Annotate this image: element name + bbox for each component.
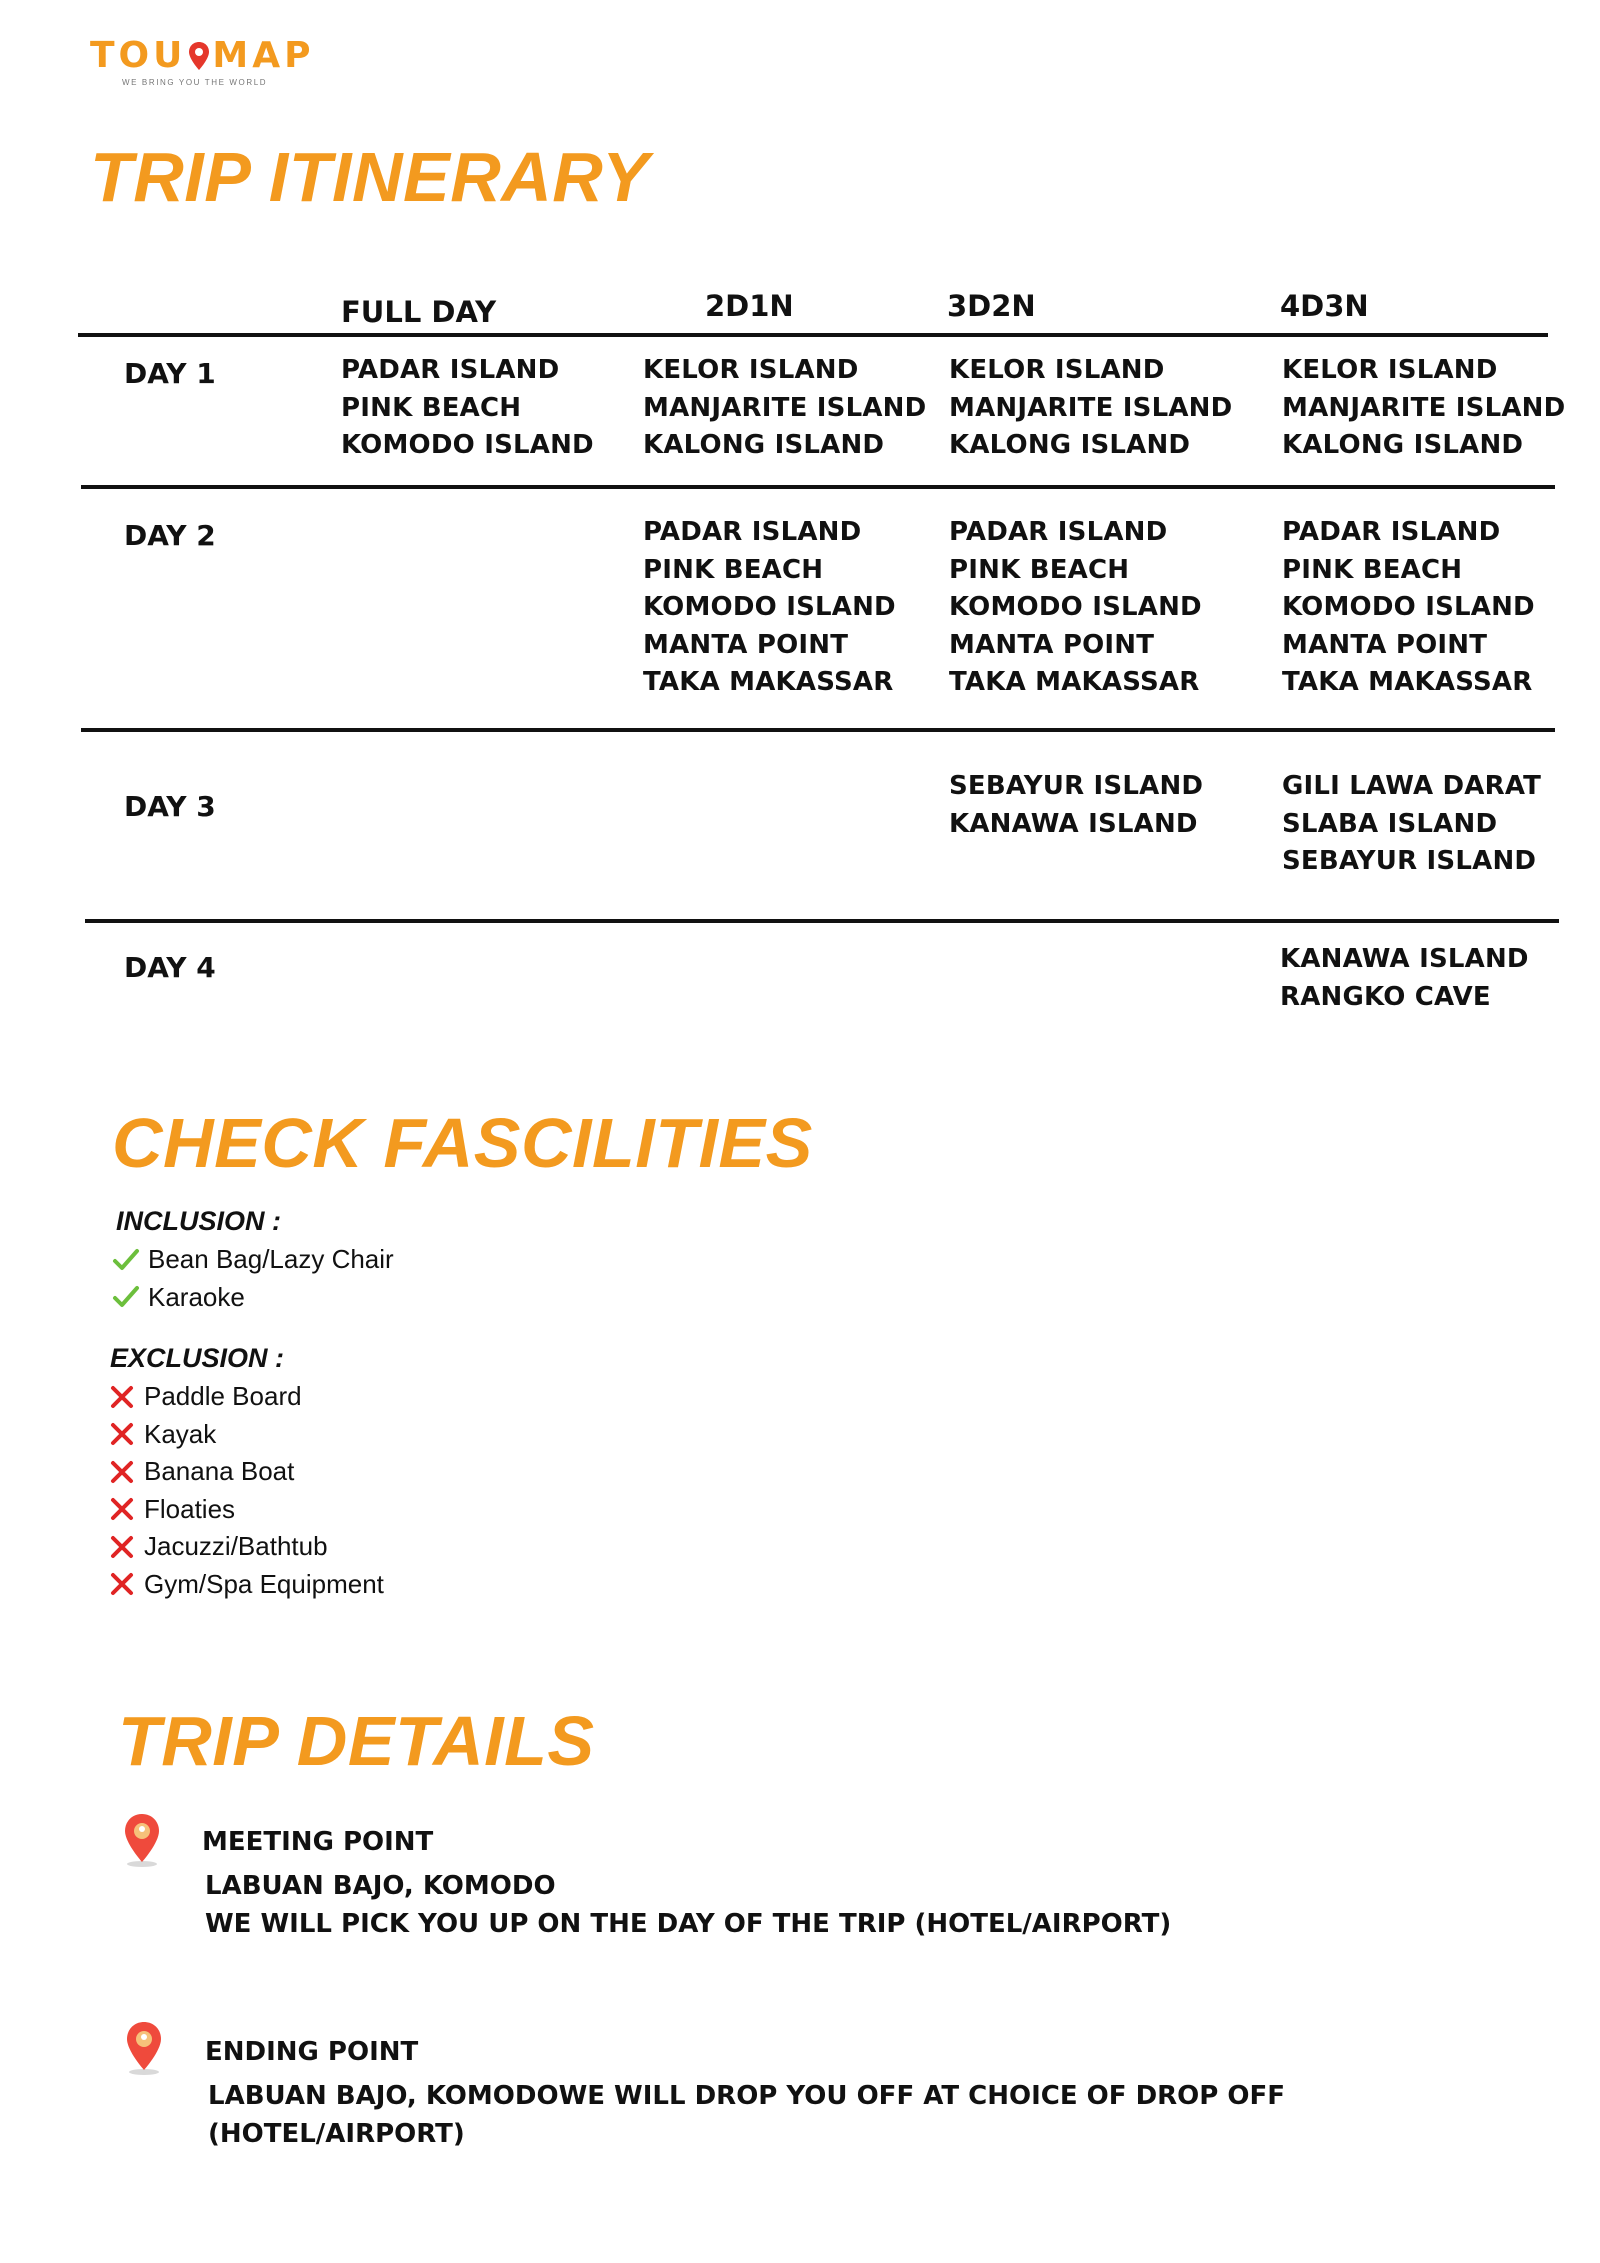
meeting-point-heading: MEETING POINT (202, 1827, 434, 1857)
destination: GILI LAWA DARAT (1282, 771, 1542, 801)
destination: PADAR ISLAND (643, 517, 862, 547)
location-pin-icon (124, 2020, 164, 2076)
exclusion-item (108, 1491, 384, 1529)
destination: TAKA MAKASSAR (1282, 667, 1533, 697)
day-label: DAY 2 (124, 519, 216, 552)
brand-tagline: WE BRING YOU THE WORLD (122, 78, 268, 87)
destination: MANTA POINT (643, 629, 849, 660)
destination: PINK BEACH (1282, 554, 1463, 585)
exclusion-item (108, 1453, 384, 1491)
itinerary-cell-day3-4d3n (1282, 768, 1541, 881)
destination: KOMODO ISLAND (643, 592, 896, 622)
exclusion-text: Floaties (144, 1493, 236, 1524)
ending-point-text (208, 2078, 1285, 2153)
destination: KELOR ISLAND (643, 355, 859, 385)
column-header-full-day: FULL DAY (341, 295, 497, 329)
logo-pin-icon (188, 41, 210, 71)
exclusion-text: Paddle Board (144, 1381, 302, 1411)
itinerary-cell-day1-fullday (341, 352, 594, 465)
itinerary-cell-day2-3d2n (949, 514, 1202, 702)
brand-name-end: MAP (212, 35, 315, 76)
row-divider (85, 919, 1559, 923)
cross-icon (108, 1570, 136, 1598)
brand-logo (90, 35, 315, 87)
destination: RANGKO CAVE (1280, 981, 1491, 1012)
destination: MANJARITE ISLAND (1282, 392, 1566, 423)
destination: KOMODO ISLAND (341, 430, 594, 460)
destination: KELOR ISLAND (1282, 355, 1498, 385)
itinerary-cell-day1-4d3n (1282, 352, 1565, 465)
details-title: TRIP DETAILS (118, 1702, 595, 1780)
destination: PADAR ISLAND (1282, 517, 1501, 547)
destination: PADAR ISLAND (949, 517, 1168, 547)
column-header-2d1n: 2D1N (705, 289, 794, 323)
row-divider (81, 728, 1555, 732)
meeting-point-text (205, 1868, 1171, 1943)
column-header-4d3n: 4D3N (1280, 289, 1369, 323)
cross-icon (108, 1495, 136, 1523)
ending-point-line: LABUAN BAJO, KOMODOWE WILL DROP YOU OFF AT CHOICE OF DROP OFF (208, 2081, 1286, 2111)
destination: KALONG ISLAND (1282, 430, 1524, 460)
itinerary-cell-day3-3d2n (949, 768, 1203, 843)
itinerary-title: TRIP ITINERARY (90, 138, 650, 216)
destination: PINK BEACH (949, 554, 1130, 585)
check-icon (112, 1246, 140, 1274)
cross-icon (108, 1458, 136, 1486)
inclusion-label: INCLUSION : (116, 1206, 281, 1236)
destination: MANJARITE ISLAND (643, 392, 927, 423)
itinerary-cell-day2-4d3n (1282, 514, 1535, 702)
destination: TAKA MAKASSAR (643, 667, 894, 697)
inclusion-list (112, 1241, 394, 1316)
cross-icon (108, 1383, 136, 1411)
exclusion-text: Jacuzzi/Bathtub (144, 1531, 328, 1561)
destination: SEBAYUR ISLAND (949, 771, 1204, 801)
destination: KANAWA ISLAND (1280, 944, 1529, 974)
itinerary-cell-day1-2d1n (643, 352, 926, 465)
destination: KOMODO ISLAND (949, 592, 1202, 622)
inclusion-item (112, 1241, 394, 1279)
destination: KALONG ISLAND (949, 430, 1191, 460)
destination: MANTA POINT (1282, 629, 1488, 660)
destination: KOMODO ISLAND (1282, 592, 1535, 622)
destination: MANJARITE ISLAND (949, 392, 1233, 423)
exclusion-list (108, 1378, 384, 1603)
ending-point-line: (HOTEL/AIRPORT) (208, 2118, 465, 2149)
brand-name-start: TOU (90, 35, 187, 76)
ending-point-heading: ENDING POINT (205, 2037, 419, 2067)
exclusion-item (108, 1416, 384, 1454)
day-label: DAY 4 (124, 951, 216, 984)
exclusion-item (108, 1566, 384, 1604)
inclusion-text: Karaoke (148, 1281, 245, 1312)
destination: SEBAYUR ISLAND (1282, 846, 1537, 876)
exclusion-text: Kayak (144, 1418, 217, 1449)
table-header-divider (78, 333, 1548, 337)
exclusion-item (108, 1378, 384, 1416)
destination: KANAWA ISLAND (949, 808, 1198, 839)
row-divider (81, 485, 1555, 489)
location-pin-icon (122, 1812, 162, 1868)
itinerary-cell-day4-4d3n (1280, 941, 1529, 1016)
destination: PINK BEACH (341, 392, 522, 423)
itinerary-cell-day1-3d2n (949, 352, 1232, 465)
itinerary-cell-day2-2d1n (643, 514, 896, 702)
day-label: DAY 1 (124, 357, 216, 390)
meeting-point-line: LABUAN BAJO, KOMODO (205, 1871, 556, 1901)
destination: PADAR ISLAND (341, 355, 560, 385)
inclusion-item (112, 1279, 394, 1317)
destination: PINK BEACH (643, 554, 824, 585)
destination: KALONG ISLAND (643, 430, 885, 460)
destination: KELOR ISLAND (949, 355, 1165, 385)
day-label: DAY 3 (124, 790, 216, 823)
cross-icon (108, 1420, 136, 1448)
exclusion-text: Banana Boat (144, 1456, 295, 1486)
exclusion-text: Gym/Spa Equipment (144, 1568, 384, 1599)
destination: MANTA POINT (949, 629, 1155, 660)
destination: TAKA MAKASSAR (949, 667, 1200, 697)
facilities-title: CHECK FASCILITIES (112, 1104, 813, 1182)
exclusion-label: EXCLUSION : (110, 1343, 285, 1373)
meeting-point-line: WE WILL PICK YOU UP ON THE DAY OF THE TRIP (HOTEL/AIRPORT) (205, 1908, 1172, 1939)
check-icon (112, 1283, 140, 1311)
destination: SLABA ISLAND (1282, 808, 1498, 839)
exclusion-item (108, 1528, 384, 1566)
cross-icon (108, 1533, 136, 1561)
inclusion-text: Bean Bag/Lazy Chair (148, 1244, 394, 1274)
column-header-3d2n: 3D2N (947, 289, 1036, 323)
